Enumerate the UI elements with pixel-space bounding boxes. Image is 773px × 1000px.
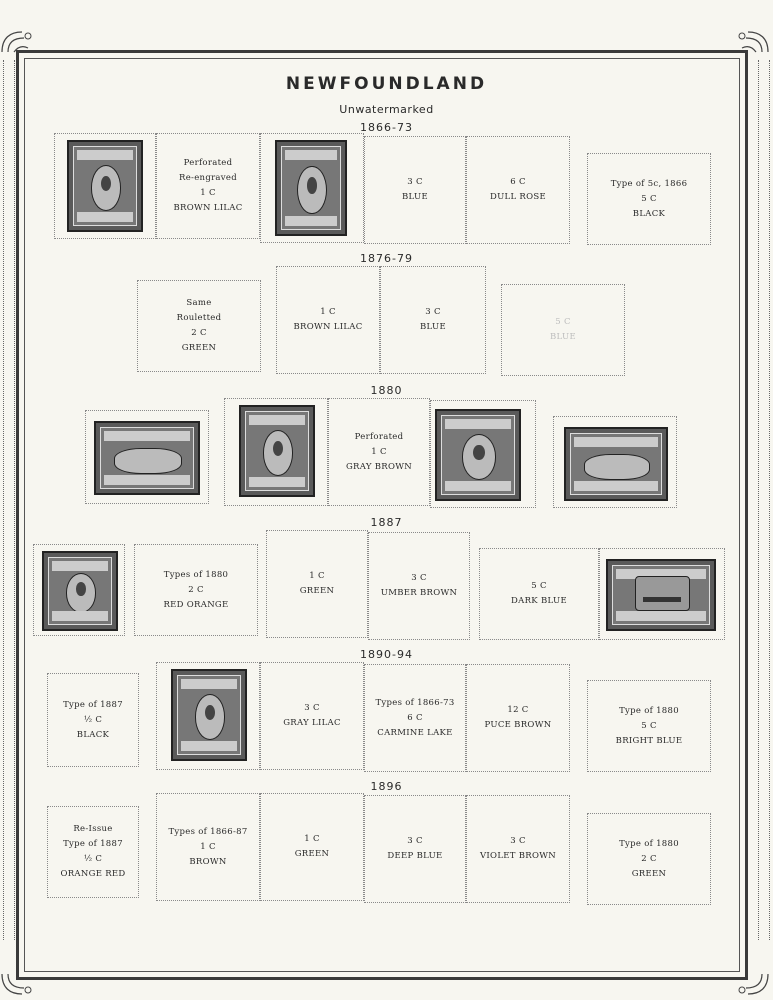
page-subtitle: Unwatermarked: [339, 103, 434, 116]
stamp-space: [599, 548, 725, 640]
section-year: 1876-79: [360, 252, 413, 265]
portrait-stamp: [42, 551, 118, 631]
page-title: NEWFOUNDLAND: [285, 74, 488, 94]
stamp-space: Types of 1866-73 6 C CARMINE LAKE: [364, 664, 466, 772]
stamp-space: Type of 1887 ½ C BLACK: [47, 673, 139, 767]
stamp-space: 1 C BROWN LILAC: [276, 266, 380, 374]
stamp-space: 1 C GREEN: [266, 530, 368, 638]
section-year: 1896: [370, 780, 403, 793]
portrait-stamp: [67, 140, 143, 232]
stamp-space: 3 C VIOLET BROWN: [466, 795, 570, 903]
stamp-space: [430, 400, 536, 508]
seal-stamp: [564, 427, 668, 501]
stamp-space: 6 C DULL ROSE: [466, 136, 570, 244]
stamp-space: Same Rouletted 2 C GREEN: [137, 280, 261, 372]
portrait-stamp: [275, 140, 347, 236]
corner-ornament-icon: [730, 972, 770, 998]
stamp-space: Re-Issue Type of 1887 ½ C ORANGE RED: [47, 806, 139, 898]
section-year: 1880: [370, 384, 403, 397]
right-ornament: [758, 60, 770, 940]
stamp-space: 3 C GRAY LILAC: [260, 662, 364, 770]
stamp-space: Perforated Re-engraved 1 C BROWN LILAC: [156, 133, 260, 239]
stamp-space: [156, 662, 260, 770]
codfish-stamp: [94, 421, 200, 495]
stamp-space: 5 C BLUE: [501, 284, 625, 376]
corner-ornament-icon: [0, 972, 40, 998]
stamp-space: [260, 133, 364, 243]
stamp-space: Types of 1880 2 C RED ORANGE: [134, 544, 258, 636]
portrait-stamp: [171, 669, 247, 761]
corner-ornament-icon: [0, 28, 40, 54]
stamp-space: 5 C DARK BLUE: [479, 548, 599, 640]
section-year: 1866-73: [360, 121, 413, 134]
stamp-space: 1 C GREEN: [260, 793, 364, 901]
ship-stamp: [606, 559, 716, 631]
section-year: 1890-94: [360, 648, 413, 661]
stamp-space: [224, 398, 328, 506]
corner-ornament-icon: [730, 28, 770, 54]
stamp-space: [33, 544, 125, 636]
stamp-space: 12 C PUCE BROWN: [466, 664, 570, 772]
stamp-space: Type of 1880 2 C GREEN: [587, 813, 711, 905]
stamp-space: 3 C DEEP BLUE: [364, 795, 466, 903]
stamp-space: 3 C UMBER BROWN: [368, 532, 470, 640]
stamp-space: 3 C BLUE: [364, 136, 466, 244]
stamp-space: Types of 1866-87 1 C BROWN: [156, 793, 260, 901]
stamp-space: Type of 1880 5 C BRIGHT BLUE: [587, 680, 711, 772]
section-year: 1887: [370, 516, 403, 529]
stamp-space: [553, 416, 677, 508]
stamp-space: Type of 5c, 1866 5 C BLACK: [587, 153, 711, 245]
left-ornament: [3, 60, 15, 940]
stamp-space: Perforated 1 C GRAY BROWN: [328, 398, 430, 506]
stamp-space: [54, 133, 156, 239]
stamp-space: [85, 410, 209, 504]
portrait-stamp: [239, 405, 315, 497]
stamp-space: 3 C BLUE: [380, 266, 486, 374]
portrait-stamp: [435, 409, 521, 501]
